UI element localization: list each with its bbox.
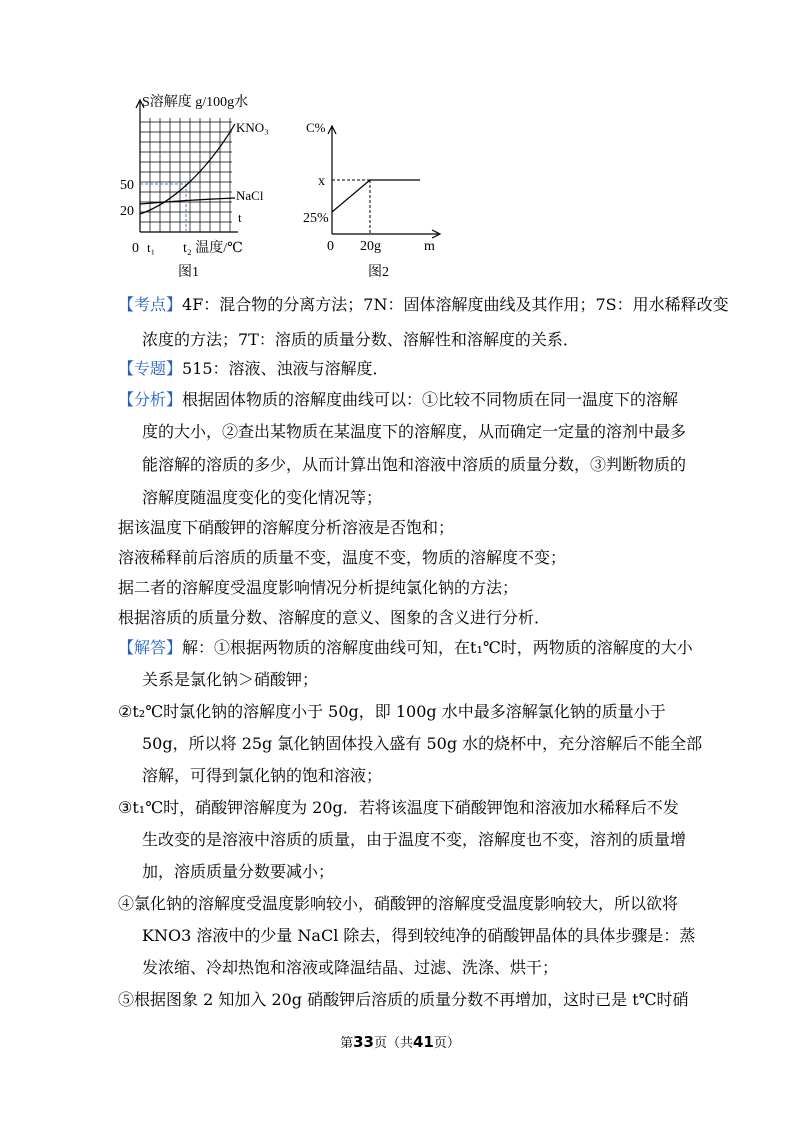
text-line: 度的大小，②查出某物质在某温度下的溶解度，从而确定一定量的溶剂中最多 (142, 422, 687, 441)
text-line: 据该温度下硝酸钾的溶解度分析溶液是否饱和； (118, 518, 455, 537)
text-line: 根据溶质的质量分数、溶解度的意义、图象的含义进行分析． (118, 608, 551, 627)
page-total: 41 (413, 1033, 434, 1051)
figure1-caption: 图1 (178, 265, 199, 280)
text-line: ④氯化钠的溶解度受温度影响较小，硝酸钾的溶解度受温度影响较大，所以欲将 (118, 894, 679, 913)
page-number: 33 (353, 1033, 374, 1051)
figure2-axes (328, 126, 440, 238)
figure2-y-x: x (318, 174, 325, 189)
text-line: 溶液稀释前后溶质的质量不变，温度不变，物质的溶解度不变； (118, 548, 567, 567)
figure1-nacl-curve (140, 198, 235, 204)
text-line: 【分析】根据固体物质的溶解度曲线可以：①比较不同物质在同一温度下的溶解 (118, 390, 679, 409)
text-line: KNO3 溶液中的少量 NaCl 除去，得到较纯净的硝酸钾晶体的具体步骤是：蒸 (142, 926, 696, 945)
text-line: 发浓缩、冷却热饱和溶液或降温结晶、过滤、洗涤、烘干； (142, 958, 559, 977)
text-line: 浓度的方法；7T：溶质的质量分数、溶解性和溶解度的关系． (142, 330, 579, 349)
text-line: ②t₂℃时氯化钠的溶解度小于 50g，即 100g 水中最多溶解氯化钠的质量小于 (118, 702, 666, 721)
figure1-x-origin: 0 (132, 241, 139, 256)
figure1-y-tick-20: 20 (120, 204, 134, 219)
text-line: 生改变的是溶液中溶质的质量，由于温度不变，溶解度也不变，溶剂的质量增 (142, 830, 687, 849)
figure1-nacl-label: NaCl (236, 188, 264, 203)
text-line: 溶解，可得到氯化钠的饱和溶液； (142, 766, 383, 785)
figure1-x-t1: t₁ (147, 240, 156, 255)
figure2-y-25: 25% (303, 211, 329, 226)
text-line: 加，溶质质量分数要减小； (142, 862, 335, 881)
figure2 (303, 120, 440, 280)
text-line: 关系是氯化钠＞硝酸钾； (142, 670, 319, 689)
section-tag: 【解答】 (118, 638, 183, 657)
page-footer: 第33页（共41页） (340, 1033, 460, 1051)
figure1-ylabel: S溶解度 g/100g水 (142, 95, 249, 110)
figures-svg (120, 92, 450, 282)
text-line: 溶解度随温度变化的变化情况等； (142, 488, 383, 507)
figure2-x-20g: 20g (360, 239, 381, 254)
section-tag: 【考点】 (118, 295, 183, 314)
text-line: 【解答】解：①根据两物质的溶解度曲线可知，在t₁℃时，两物质的溶解度的大小 (118, 638, 693, 657)
figure1-t-label: t (238, 210, 242, 225)
figure2-caption: 图2 (368, 265, 389, 280)
figures (120, 92, 450, 282)
figure2-xlabel: m (424, 239, 435, 254)
figure2-x-origin: 0 (327, 239, 334, 254)
figure1-y-tick-50: 50 (120, 178, 134, 193)
figure1 (120, 93, 269, 280)
text-line: 据二者的溶解度受温度影响情况分析提纯氯化钠的方法； (118, 578, 519, 597)
figure1-x-t2: t₂ 温度/℃ (183, 241, 243, 256)
text-line: 50g，所以将 25g 氯化钠固体投入盛有 50g 水的烧杯中，充分溶解后不能全部 (142, 734, 703, 753)
figure2-rising-line (332, 180, 370, 212)
text-line: 能溶解的溶质的多少，从而计算出饱和溶液中溶质的质量分数，③判断物质的 (142, 455, 687, 474)
figure1-kno3-label: KNO₃ (236, 120, 269, 135)
figure2-ylabel: C% (306, 120, 326, 135)
text-line: 【专题】515：溶液、浊液与溶解度． (118, 359, 389, 378)
text-line: 【考点】4F：混合物的分离方法；7N：固体溶解度曲线及其作用；7S：用水稀释改变 (118, 295, 729, 314)
text-line: ③t₁℃时，硝酸钾溶解度为 20g．若将该温度下硝酸钾饱和溶液加水稀释后不发 (118, 798, 679, 817)
text-line: ⑤根据图象 2 知加入 20g 硝酸钾后溶质的质量分数不再增加，这时已是 t℃时硝 (118, 990, 689, 1009)
section-tag: 【专题】 (118, 359, 183, 378)
section-tag: 【分析】 (118, 390, 183, 409)
